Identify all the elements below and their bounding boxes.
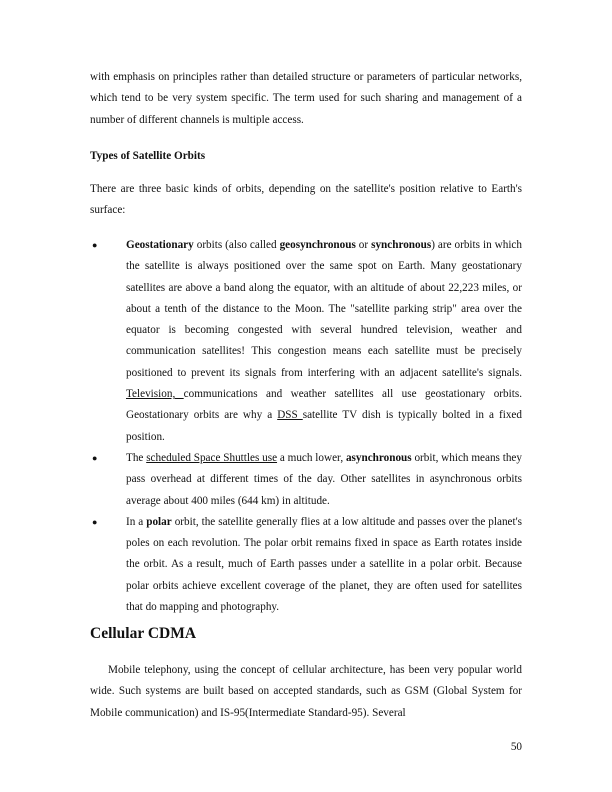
bullet-icon: ● bbox=[92, 452, 98, 463]
bullet-icon: ● bbox=[92, 240, 98, 250]
cdma-paragraph: Mobile telephony, using the concept of cellular architecture, has been very popular world wide. Such systems are built based on accepted standards, such as GSM (Global System for Mobile communication) and IS-95(Intermediate Standard-95). Several bbox=[90, 664, 522, 719]
term-asynchronous: asynchronous bbox=[345, 451, 412, 464]
space-shuttles-link[interactable]: scheduled Space Shuttles use bbox=[146, 451, 278, 464]
orbits-heading: Types of Satellite Orbits bbox=[90, 150, 206, 162]
term-geosynchronous: geosynchronous bbox=[279, 239, 356, 251]
term-synchronous: synchronous bbox=[371, 239, 432, 251]
term-geostationary: Geostationary bbox=[126, 239, 194, 251]
list-item-geostationary: ● Geostationary orbits (also called geosynchronous or synchronous) are orbits in which the satellite is always positioned over the same spot on Earth. Many geostationary satellites are above a band along the equator, with an altitude of about 22,223 miles, or about a tenth of the distance to the Moon. The "satellite parking strip" area over the equator is becoming congested with several hundred television, weather and communication satellites! This congestion means each satellite must be precisely positioned to prevent its signals from interfering with an adjacent satellite's signals. Television, communications and weather satellites all use geostationary orbits. Geostationary orbits are why a DSS satellite TV dish is typically bolted in a fixed position. bbox=[90, 235, 522, 448]
page-number: 50 bbox=[510, 741, 522, 753]
dss-link[interactable]: DSS bbox=[277, 409, 303, 422]
term-polar: polar bbox=[146, 515, 172, 528]
cdma-heading: Cellular CDMA bbox=[90, 625, 197, 642]
orbit-types-list bbox=[90, 235, 522, 618]
list-item-polar: ● In a polar orbit, the satellite generally flies at a low altitude and passes over the planet's poles on each revolution. The polar orbit remains fixed in space as Earth rotates inside the orbit. As a result, much of Earth passes under a satellite in a polar orbit. Because polar orbits achieve excellent coverage of the planet, they are often used for satellites that do mapping and photography. bbox=[90, 512, 522, 618]
list-item-asynchronous: ● The scheduled Space Shuttles use a much lower, asynchronous orbit, which means they pass overhead at different times of the day. Other satellites in asynchronous orbits average about 400 miles (644 km) in altitude. bbox=[90, 448, 522, 512]
intro-paragraph: with emphasis on principles rather than detailed structure or parameters of particular networks, which tend to be very system specific. The term used for such sharing and management of a number of different channels is multiple access. bbox=[90, 71, 522, 126]
bullet-icon: ● bbox=[92, 516, 98, 527]
orbits-intro-paragraph: There are three basic kinds of orbits, depending on the satellite's position relative to Earth's surface: bbox=[90, 183, 522, 217]
television-link[interactable]: Television, bbox=[126, 388, 184, 401]
